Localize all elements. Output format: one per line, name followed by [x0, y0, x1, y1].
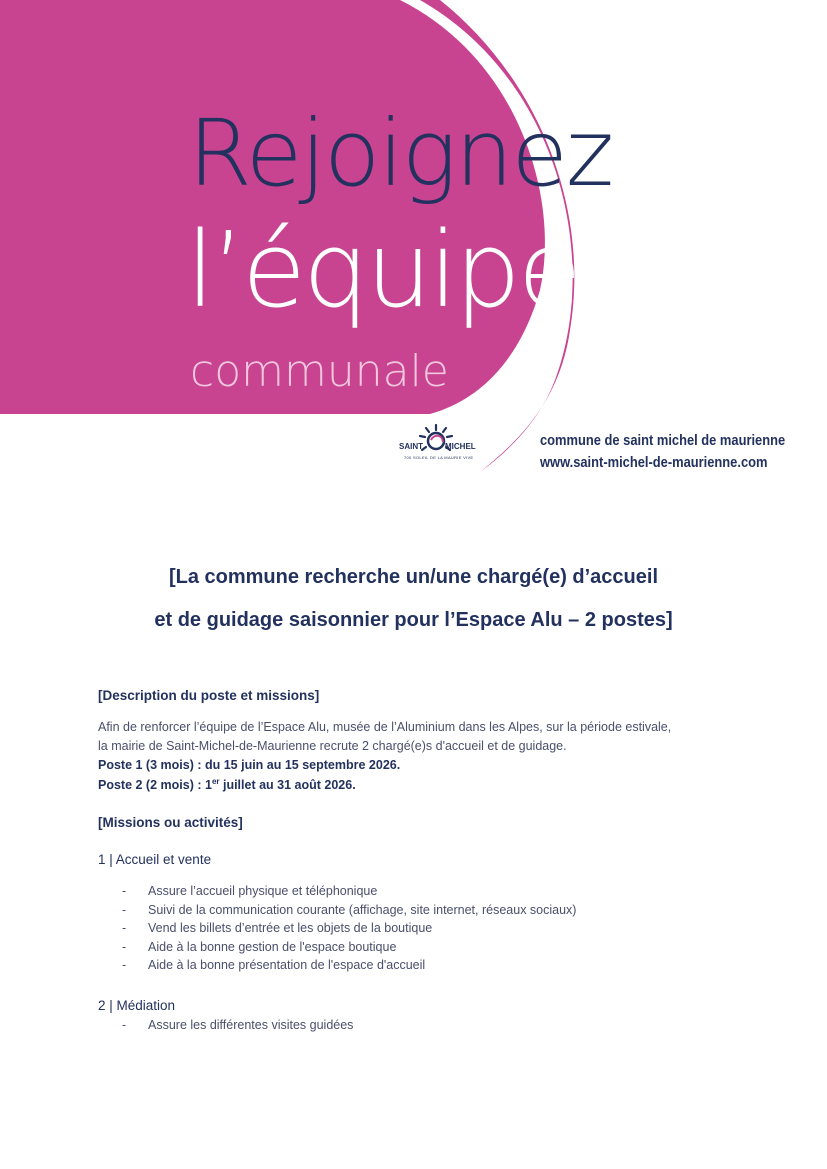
list-item	[122, 956, 576, 975]
list-item	[122, 919, 576, 938]
missions-heading: [Missions ou activités]	[98, 815, 243, 830]
headline-equipe: l’équipe	[186, 209, 579, 331]
commune-name: commune de saint michel de maurienne	[540, 432, 786, 449]
logo-word-saint: SAINT	[399, 442, 423, 451]
list-item-text: Aide à la bonne présentation de l'espace d'accueil	[148, 958, 426, 973]
list-item	[122, 1016, 353, 1035]
bullet-dash: -	[122, 921, 127, 936]
poste-2-ordinal: er	[211, 777, 220, 786]
page-title-line-1: [La commune recherche un/une chargé(e) d’accueil	[168, 566, 659, 588]
logo-word-michel: MICHEL	[445, 442, 476, 451]
bullet-dash: -	[122, 902, 127, 917]
list-item	[122, 938, 576, 957]
poste-2	[98, 777, 356, 792]
mission-group-title-mediation: 2 | Médiation	[98, 998, 176, 1013]
list-item-text: Assure les différentes visites guidées	[148, 1018, 354, 1032]
bullet-dash: -	[122, 958, 127, 973]
description-line-2: la mairie de Saint-Michel-de-Maurienne recrute 2 chargé(e)s d'accueil et de guidage.	[98, 739, 567, 753]
mission-list-mediation	[122, 1016, 353, 1035]
list-item-text: Suivi de la communication courante (affichage, site internet, réseaux sociaux)	[148, 902, 577, 917]
headline-rejoignez: Rejoignez	[188, 100, 613, 207]
list-item-text: Vend les billets d’entrée et les objets de la boutique	[148, 921, 433, 936]
bullet-dash: -	[122, 1018, 127, 1032]
page-title-line-2: et de guidage saisonnier pour l’Espace Alu – 2 postes]	[154, 609, 673, 631]
website-link[interactable]: www.saint-michel-de-maurienne.com	[540, 454, 768, 471]
saint-michel-logo	[398, 420, 478, 472]
poste-2-end: juillet au 31 août 2026.	[219, 778, 356, 793]
mission-list-accueil	[122, 882, 576, 975]
headline-communale: communale	[190, 346, 449, 397]
bullet-dash: -	[122, 939, 127, 954]
logo-tagline: 700 SOLEIL DE LA MAURIE VIVE	[404, 455, 474, 460]
list-item	[122, 882, 576, 901]
description-line-1: Afin de renforcer l’équipe de l’Espace Alu, musée de l’Aluminium dans les Alpes, sur la période estivale,	[98, 720, 672, 734]
poste-2-start: Poste 2 (2 mois) : 1	[98, 778, 212, 793]
list-item	[122, 901, 576, 920]
list-item-text: Aide à la bonne gestion de l'espace boutique	[148, 939, 397, 954]
bullet-dash: -	[122, 884, 127, 898]
poste-1: Poste 1 (3 mois) : du 15 juin au 15 septembre 2026.	[98, 758, 401, 772]
list-item-text: Assure l’accueil physique et téléphonique	[148, 884, 378, 898]
description-heading: [Description du poste et missions]	[98, 688, 320, 703]
mission-group-title-accueil: 1 | Accueil et vente	[98, 852, 212, 867]
